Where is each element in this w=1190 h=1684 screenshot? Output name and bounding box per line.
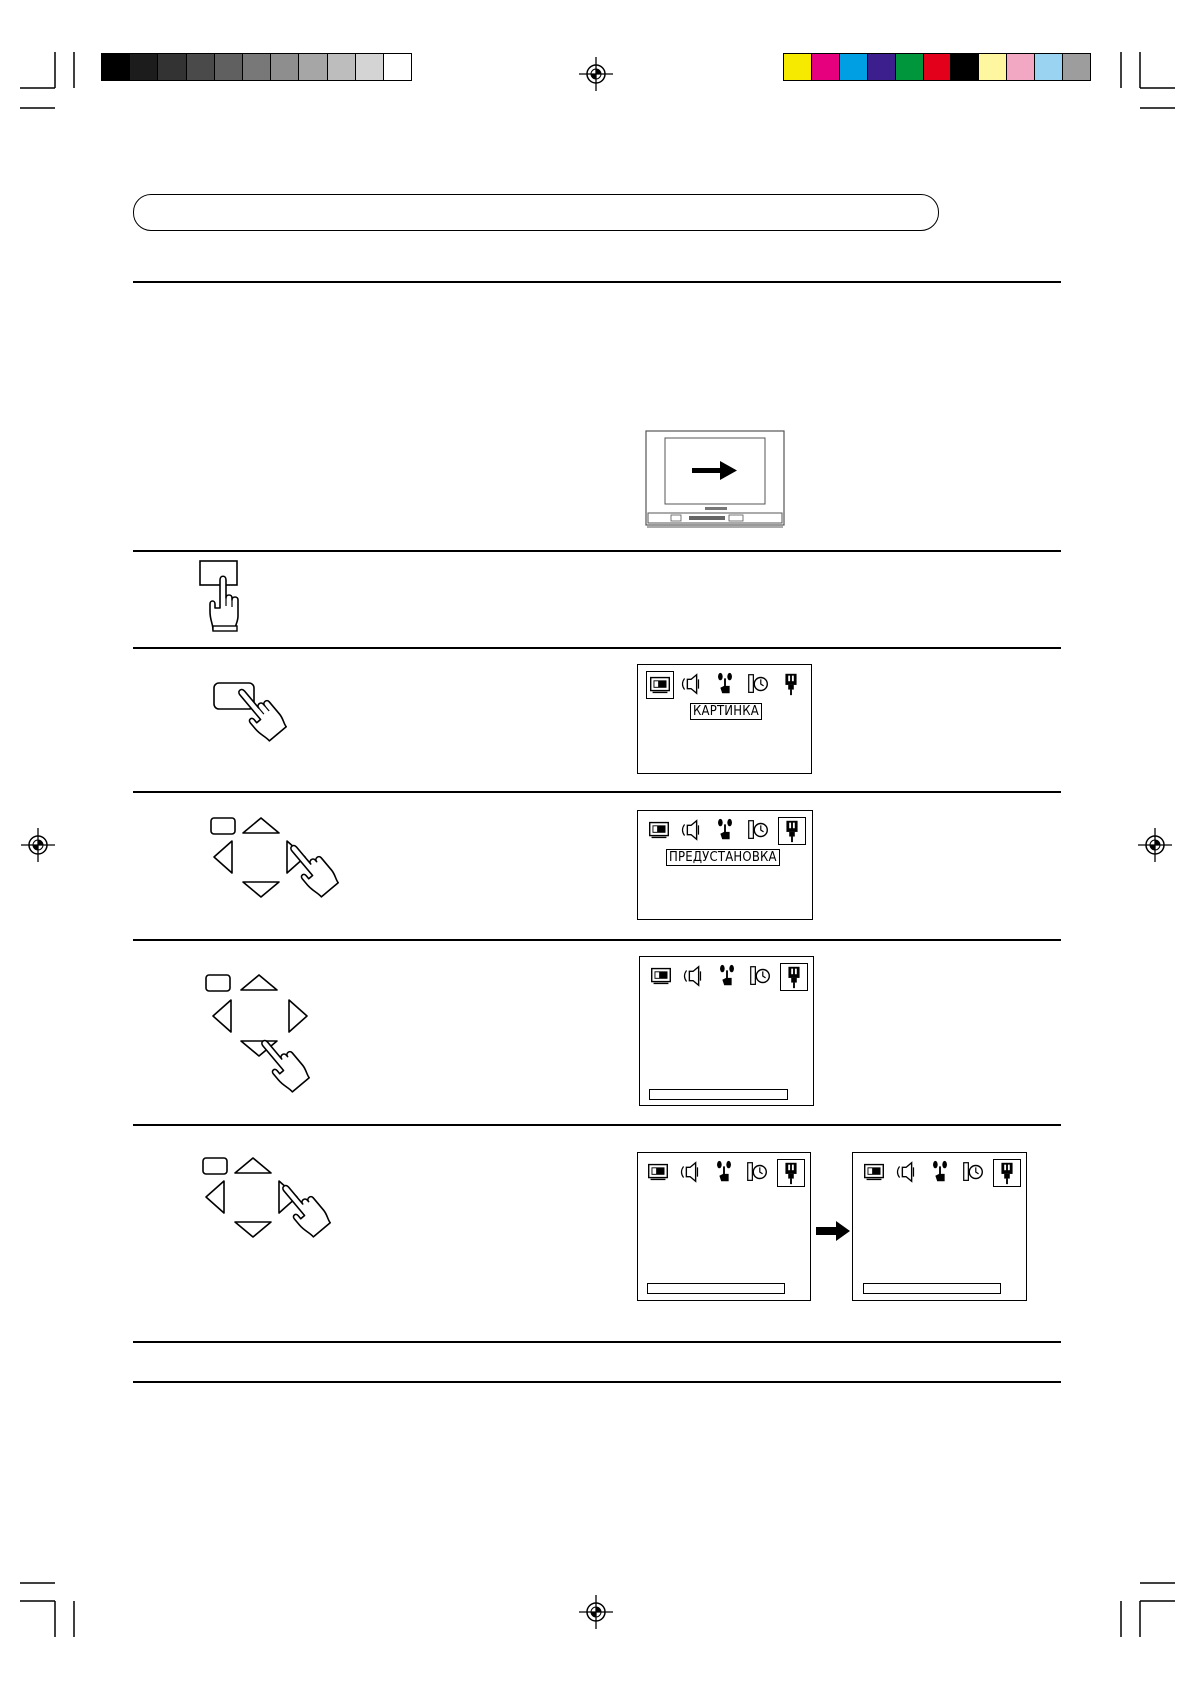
registration-mark-left bbox=[20, 827, 56, 863]
rule-top bbox=[133, 281, 1061, 283]
rule-step-3 bbox=[133, 791, 1061, 793]
navigation-pad-right-press-icon bbox=[210, 815, 340, 900]
picture-icon bbox=[646, 671, 674, 699]
features-icon bbox=[712, 671, 740, 699]
setup-icon bbox=[778, 817, 806, 845]
osd-menu-label: КАРТИНКА bbox=[690, 703, 762, 720]
tv-set-illustration bbox=[645, 430, 785, 528]
osd-icon-row bbox=[645, 962, 810, 992]
picture-icon bbox=[861, 1159, 889, 1187]
picture-icon bbox=[646, 817, 674, 845]
title-banner bbox=[133, 194, 939, 231]
osd-menu-step-6-after bbox=[852, 1152, 1027, 1301]
rule-end-2 bbox=[133, 1381, 1061, 1383]
setup-icon bbox=[778, 671, 806, 699]
timer-icon bbox=[745, 817, 773, 845]
features-icon bbox=[714, 963, 742, 991]
timer-icon bbox=[747, 963, 775, 991]
timer-icon bbox=[960, 1159, 988, 1187]
osd-progress-bar bbox=[649, 1089, 788, 1100]
setup-icon bbox=[780, 963, 808, 991]
arrow-right-icon bbox=[816, 1221, 850, 1241]
osd-icon-row bbox=[643, 670, 808, 700]
navigation-pad-right-press-icon-2 bbox=[200, 1155, 330, 1240]
rule-step-4 bbox=[133, 939, 1061, 941]
setup-icon bbox=[993, 1159, 1021, 1187]
button-press-hand-icon bbox=[199, 560, 243, 632]
osd-progress-bar bbox=[863, 1283, 1001, 1294]
osd-menu-step-3 bbox=[637, 664, 812, 774]
features-icon bbox=[927, 1159, 955, 1187]
picture-icon bbox=[645, 1159, 673, 1187]
sound-icon bbox=[678, 1159, 706, 1187]
sound-icon bbox=[679, 671, 707, 699]
osd-icon-row bbox=[643, 816, 808, 846]
osd-menu-step-6-before bbox=[637, 1152, 811, 1301]
registration-mark-top bbox=[578, 56, 614, 92]
rule-step-1 bbox=[133, 550, 1061, 552]
setup-icon bbox=[777, 1159, 805, 1187]
registration-mark-right bbox=[1137, 827, 1173, 863]
sound-icon bbox=[894, 1159, 922, 1187]
rule-end-1 bbox=[133, 1341, 1061, 1343]
rule-step-5 bbox=[133, 1124, 1061, 1126]
osd-menu-step-4 bbox=[637, 810, 813, 920]
osd-menu-step-5 bbox=[639, 956, 814, 1106]
timer-icon bbox=[744, 1159, 772, 1187]
osd-menu-label: ПРЕДУСТАНОВКА bbox=[666, 849, 780, 866]
timer-icon bbox=[745, 671, 773, 699]
menu-button-press-icon bbox=[212, 681, 302, 745]
osd-icon-row bbox=[858, 1158, 1023, 1188]
osd-icon-row bbox=[643, 1158, 807, 1188]
features-icon bbox=[711, 1159, 739, 1187]
picture-icon bbox=[648, 963, 676, 991]
osd-progress-bar bbox=[647, 1283, 785, 1294]
rule-step-2 bbox=[133, 647, 1061, 649]
navigation-pad-down-press-icon bbox=[205, 970, 315, 1090]
sound-icon bbox=[681, 963, 709, 991]
sound-icon bbox=[679, 817, 707, 845]
features-icon bbox=[712, 817, 740, 845]
registration-mark-bottom bbox=[578, 1594, 614, 1630]
